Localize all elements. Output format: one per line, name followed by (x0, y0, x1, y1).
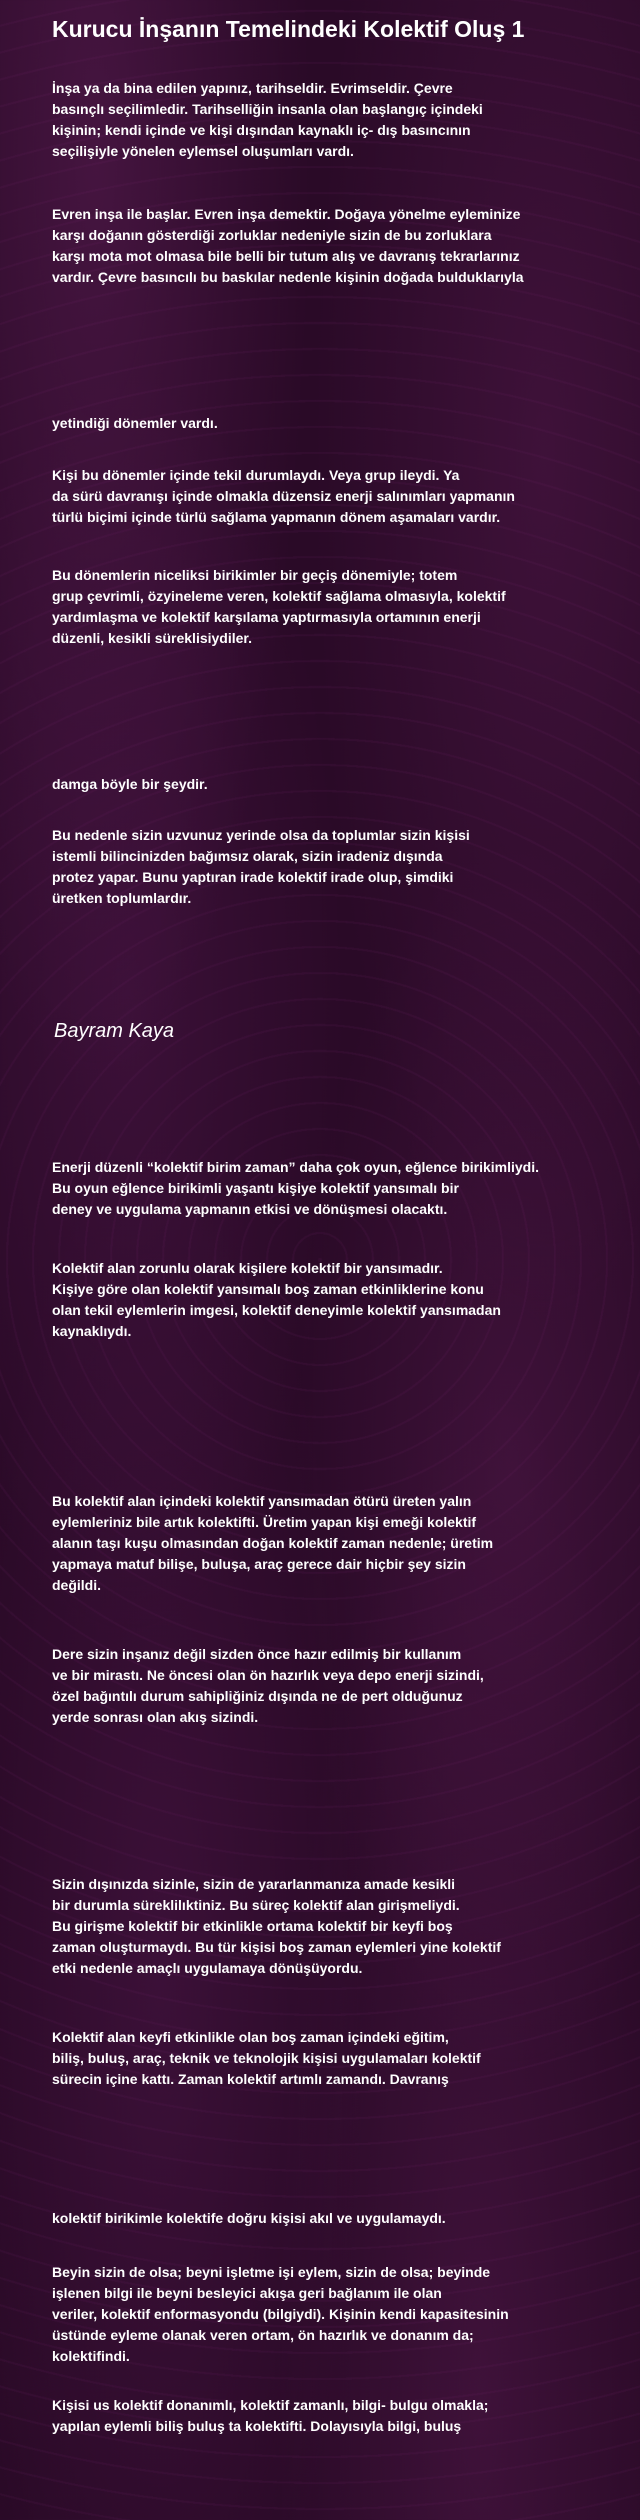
paragraph-6: damga böyle bir şeydir. (52, 776, 208, 792)
paragraph-12: Sizin dışınızda sizinle, sizin de yararlanmanıza amade kesikli bir durumla süreklilıktiniz. Bu süreç kolektif alan girişmeliydi. Bu girişme kolektif bir etkinlikle ortama kolektif bir keyfi boş zaman oluşturmaydı. Bu tür kişisi boş zaman eylemleri yine kolektif etki nedenle amaçlı uygulamaya dönüşüyordu. (52, 1876, 501, 1976)
paragraph-8: Enerji düzenli “kolektif birim zaman” daha çok oyun, eğlence birikimliydi. Bu oyun eğlence birikimli yaşantı kişiye kolektif yansımalı bir deney ve uygulama yapmanın etkisi ve dönüşmesi olacaktı. (52, 1159, 540, 1217)
paragraph-14: kolektif birikimle kolektife doğru kişisi akıl ve uygulamaydı. (52, 2210, 446, 2226)
paragraph-9: Kolektif alan zorunlu olarak kişilere kolektif bir yansımadır. Kişiye göre olan kolektif yansımalı boş zaman etkinliklerine konu olan tekil eylemlerin imgesi, kolektif deneyimle kolektif yansımadan kaynaklıydı. (52, 1260, 501, 1339)
author-signature: Bayram Kaya (54, 1020, 175, 1042)
paragraph-16: Kişisi us kolektif donanımlı, kolektif zamanlı, bilgi- bulgu olmakla; yapılan eylemli biliş buluş ta kolektifti. Dolayısıyla bilgi, buluş (52, 2397, 489, 2434)
paragraph-15: Beyin sizin de olsa; beyni işletme işi eylem, sizin de olsa; beyinde işlenen bilgi ile beyni besleyici akışa geri bağlanım ile olan veriler, kolektif enformasyondu (bilgiydi). Kişinin kendi kapasitesinin üstünde eyleme olanak veren ortam, ön hazırlık ve donanım da; kolektifindi. (52, 2264, 509, 2364)
article-title: Kurucu İnşanın Temelindeki Kolektif Oluş 1 (52, 16, 525, 42)
paragraph-11: Dere sizin inşanız değil sizden önce hazır edilmiş bir kullanım ve bir mirastı. Ne öncesi olan ön hazırlık veya depo enerji sizindi, özel bağıntılı durum sahipliğiniz dışında ne de pert olduğunuz yerde sonrası olan akış sizindi. (52, 1646, 484, 1725)
paragraph-5: Bu dönemlerin niceliksi birikimler bir geçiş dönemiyle; totem grup çevrimli, özyineleme veren, kolektif sağlama olmasıyla, kolektif yardımlaşma ve kolektif karşılama yaptırmasıyla ortamının enerji düzenli, kesikli süreklisiydiler. (52, 567, 506, 646)
paragraph-13: Kolektif alan keyfi etkinlikle olan boş zaman içindeki eğitim, biliş, buluş, araç, teknik ve teknolojik kişisi uygulamaları kolektif sürecin içine kattı. Zaman kolektif artımlı zamandı. Davranış (52, 2029, 481, 2087)
paragraph-1: İnşa ya da bina edilen yapınız, tarihseldir. Evrimseldir. Çevre basınçlı seçilimledir. Tarihselliğin insanla olan başlangıç içindeki kişinin; kendi içinde ve kişi dışından kaynaklı iç- dış basıncının seçilişiyle yönelen eylemsel oluşumları vardı. (52, 80, 483, 159)
paragraph-2: Evren inşa ile başlar. Evren inşa demektir. Doğaya yönelme eyleminize karşı doğanın gösterdiği zorluklar nedeniyle sizin de bu zorluklara karşı mota mot olmasa bile belli bir tutum alış ve davranış tekrarlarınız vardır. Çevre basıncılı bu baskılar nedenle kişinin doğada bulduklarıyla (52, 206, 524, 285)
paragraph-10: Bu kolektif alan içindeki kolektif yansımadan ötürü üreten yalın eylemleriniz bile artık kolektifti. Üretim yapan kişi emeği kolektif alanın taşı kuşu olmasından doğan kolektif zaman nedenle; üretim yapmaya matuf bilişe, buluşa, araç gerece dair hiçbir şey sizin değildi. (52, 1493, 494, 1593)
paragraph-4: Kişi bu dönemler içinde tekil durumlaydı. Veya grup ileydi. Ya da sürü davranışı içinde olmakla düzensiz enerji salınımları yapmanın türlü biçimi içinde türlü sağlama yapmanın dönem aşamaları vardır. (52, 467, 515, 525)
paragraph-7: Bu nedenle sizin uzvunuz yerinde olsa da toplumlar sizin kişisi istemli bilincinizden bağımsız olarak, sizin iradeniz dışında protez yapar. Bunu yaptıran irade kolektif irade olup, şimdiki üretken toplumlardır. (52, 827, 470, 906)
paragraph-3: yetindiği dönemler vardı. (52, 415, 218, 431)
